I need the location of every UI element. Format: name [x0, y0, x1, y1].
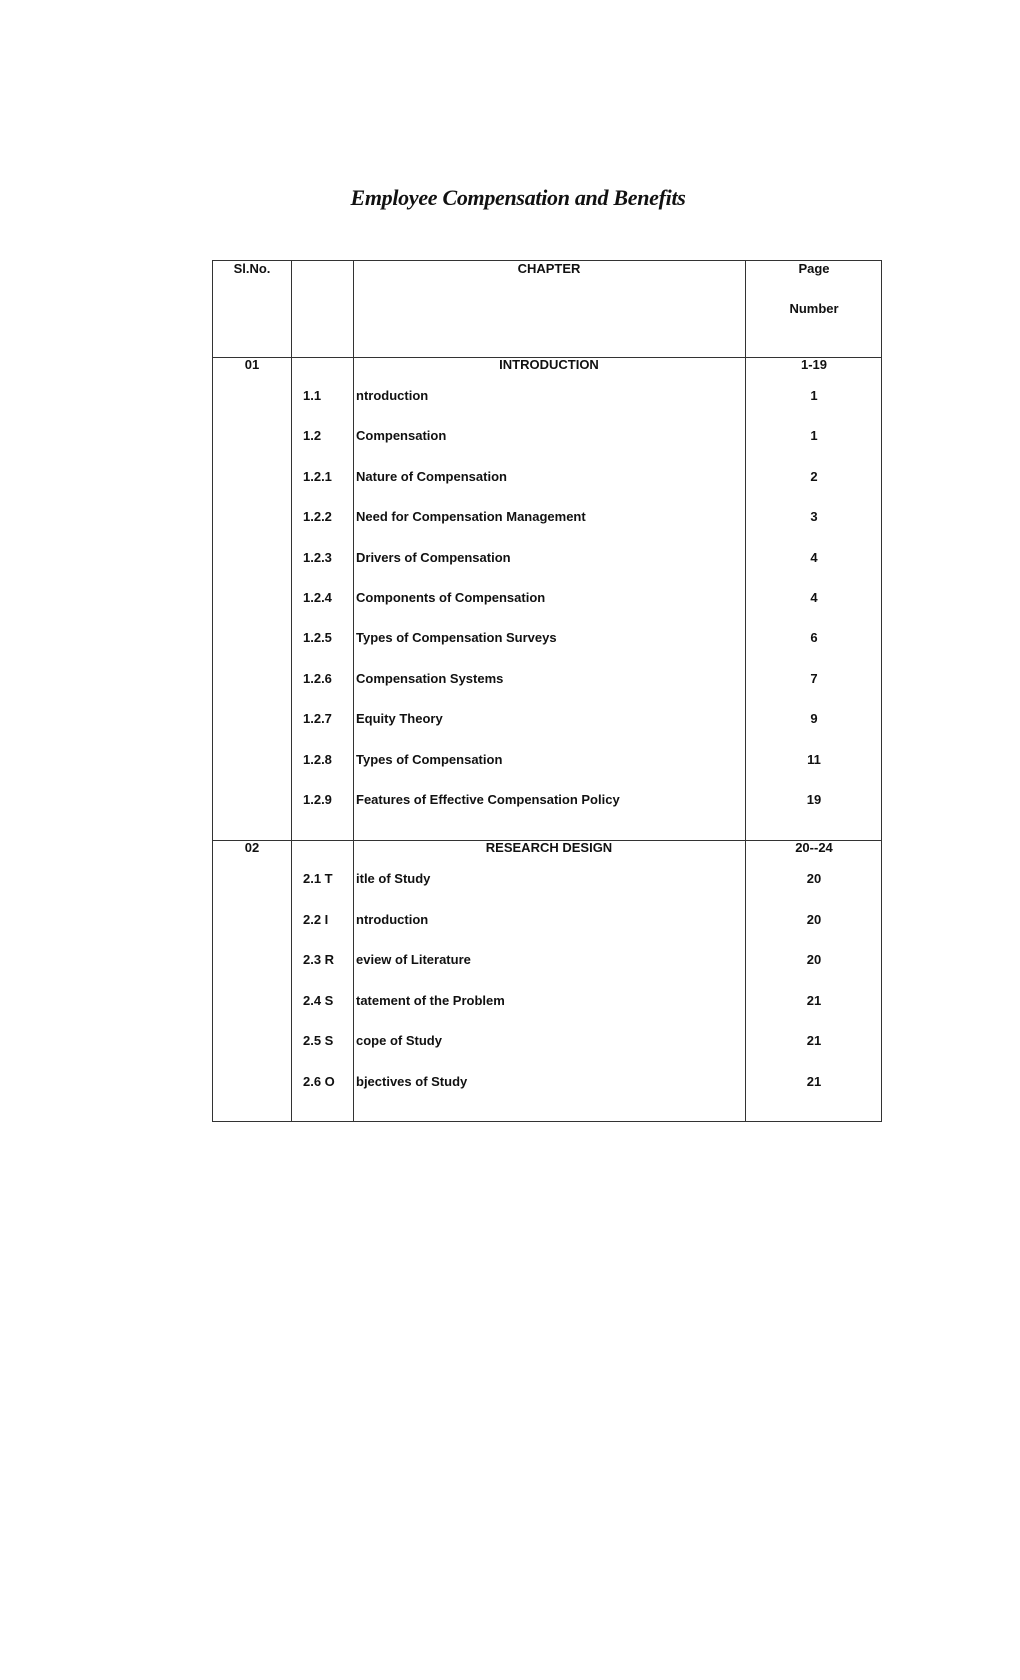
section-number: 1.2.2 [303, 509, 332, 524]
section-title: Types of Compensation [356, 752, 503, 767]
chapter-page-range: 20--24 [795, 840, 833, 855]
section-number: 1.2.4 [303, 590, 332, 605]
chapter-page-range: 1-19 [800, 357, 828, 372]
section-page: 2 [810, 469, 818, 484]
section-title: Features of Effective Compensation Policy [356, 792, 620, 807]
section-page: 21 [806, 993, 822, 1008]
column-divider [353, 261, 354, 1121]
section-number: 1.2.5 [303, 630, 332, 645]
document-title: Employee Compensation and Benefits [350, 185, 686, 210]
section-page: 6 [810, 630, 818, 645]
section-title: bjectives of Study [356, 1074, 468, 1089]
section-page: 9 [810, 711, 818, 726]
section-page: 20 [806, 912, 822, 927]
section-page: 21 [806, 1033, 822, 1048]
section-title: ntroduction [356, 912, 429, 927]
section-title: Compensation [356, 428, 447, 443]
section-number: 2.4 S [303, 993, 334, 1008]
section-title: Nature of Compensation [356, 469, 507, 484]
header-page-number: Number [789, 301, 839, 316]
section-page: 21 [806, 1074, 822, 1089]
section-page: 7 [810, 671, 818, 686]
section-number: 1.2.8 [303, 752, 332, 767]
section-page: 20 [806, 952, 822, 967]
section-number: 2.6 O [303, 1074, 335, 1089]
table-of-contents [212, 260, 882, 1122]
chapter-title: INTRODUCTION [499, 357, 599, 372]
header-page: Page [798, 261, 830, 276]
section-number: 2.2 I [303, 912, 329, 927]
section-number: 2.1 T [303, 871, 333, 886]
section-page: 4 [810, 590, 818, 605]
section-title: Compensation Systems [356, 671, 504, 686]
chapter-number: 01 [244, 357, 260, 372]
section-number: 1.2.3 [303, 550, 332, 565]
section-number: 1.2.6 [303, 671, 332, 686]
section-page: 20 [806, 871, 822, 886]
section-title: itle of Study [356, 871, 431, 886]
section-page: 1 [810, 428, 818, 443]
section-title: Equity Theory [356, 711, 443, 726]
section-title: Types of Compensation Surveys [356, 630, 557, 645]
chapter-number: 02 [244, 840, 260, 855]
header-chapter: CHAPTER [517, 261, 581, 276]
section-title: tatement of the Problem [356, 993, 505, 1008]
section-number: 1.2.9 [303, 792, 332, 807]
section-page: 19 [806, 792, 822, 807]
section-title: cope of Study [356, 1033, 442, 1048]
section-number: 1.2.7 [303, 711, 332, 726]
header-sl-no: Sl.No. [233, 261, 271, 276]
section-page: 3 [810, 509, 818, 524]
section-number: 2.5 S [303, 1033, 334, 1048]
section-page: 1 [810, 388, 818, 403]
section-page: 4 [810, 550, 818, 565]
section-number: 1.2 [303, 428, 322, 443]
section-title: Need for Compensation Management [356, 509, 586, 524]
section-number: 2.3 R [303, 952, 335, 967]
section-page: 11 [807, 752, 821, 767]
section-title: eview of Literature [356, 952, 471, 967]
column-divider [291, 261, 292, 1121]
section-title: Drivers of Compensation [356, 550, 511, 565]
section-number: 1.1 [303, 388, 322, 403]
section-title: Components of Compensation [356, 590, 546, 605]
section-number: 1.2.1 [303, 469, 332, 484]
chapter-title: RESEARCH DESIGN [485, 840, 613, 855]
section-title: ntroduction [356, 388, 429, 403]
